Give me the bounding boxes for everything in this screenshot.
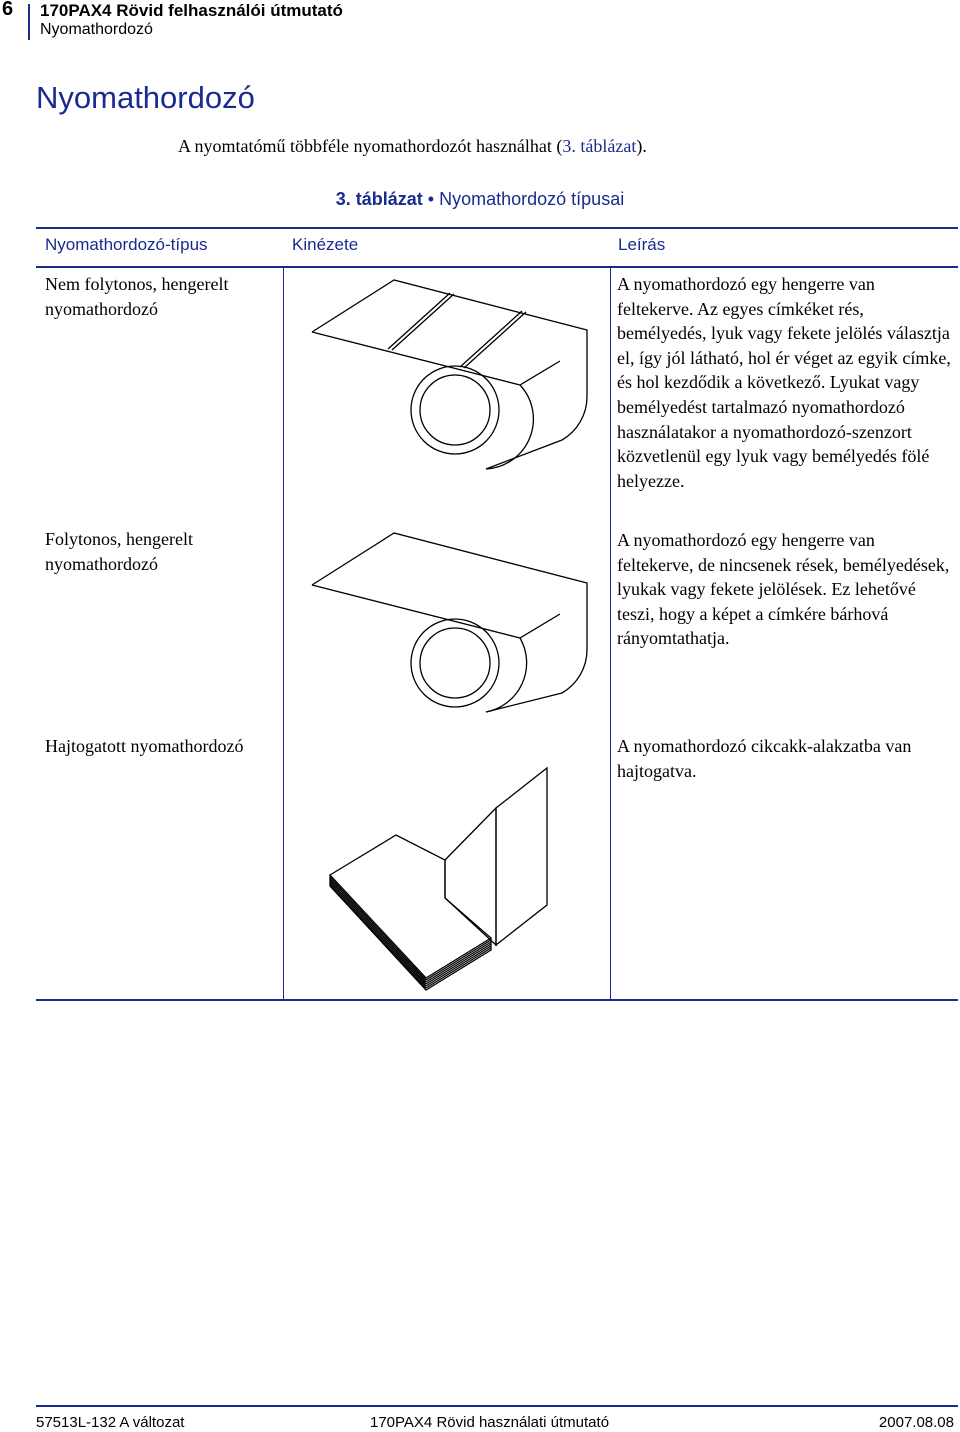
table-caption xyxy=(0,189,960,210)
intro-paragraph xyxy=(178,136,647,157)
table-caption-separator: • xyxy=(422,189,440,209)
header-divider xyxy=(28,4,30,40)
footer-date: 2007.08.08 xyxy=(878,1414,954,1431)
footer-doc-title: 170PAX4 Rövid használati útmutató xyxy=(370,1414,610,1431)
footer-rule xyxy=(36,1405,958,1407)
table-bottom-rule xyxy=(36,999,958,1001)
table-column-divider-1 xyxy=(283,268,284,999)
table-cell-type: Hajtogatott nyomathordozó xyxy=(45,736,244,756)
table-cell-type: Nem folytonos, hengerelt nyomathordozó xyxy=(45,274,229,319)
perforated-roll-icon xyxy=(300,272,600,482)
table-header-rule xyxy=(36,266,958,268)
intro-suffix: ). xyxy=(636,136,647,156)
table-top-rule xyxy=(36,227,958,229)
page-title: Nyomathordozó xyxy=(36,80,255,115)
header-section: Nyomathordozó xyxy=(40,21,153,38)
table-cell-description: A nyomathordozó egy hengerre van feltekerve, de nincsenek rések, bemélyedések, lyukak vagy fekete jelölések. Ez lehetővé teszi, hogy a képet a címkére bárhová rányomtathatja. xyxy=(617,530,950,649)
table-cell-type: Folytonos, hengerelt nyomathordozó xyxy=(45,529,193,574)
table-cell-description: A nyomathordozó egy hengerre van feltekerve. Az egyes címkéket rés, bemélyedés, lyuk vagy fekete jelölés választja el, így jól látható, hol ér véget az egyik címke, és hol kezdődik a következő. Lyukat vagy bemélyedést tartalmazó nyomathordozó használatakor a nyomathordozó-szenzort közvetlenül egy lyuk vagy bemélyedés fölé helyezze. xyxy=(617,274,951,491)
intro-prefix: A nyomtatómű többféle nyomathordozót használhat ( xyxy=(178,136,563,156)
table-reference-link[interactable]: 3. táblázat xyxy=(562,136,637,156)
column-header-description: Leírás xyxy=(618,235,666,254)
page-number: 6 xyxy=(2,0,14,20)
table-column-divider-2 xyxy=(610,268,611,999)
table-cell-description: A nyomathordozó cikcakk-alakzatba van hajtogatva. xyxy=(617,736,912,781)
column-header-appearance: Kinézete xyxy=(292,235,359,254)
footer-revision: 57513L-132 A változat xyxy=(36,1414,185,1431)
table-caption-number: 3. táblázat xyxy=(335,189,423,209)
column-header-type: Nyomathordozó-típus xyxy=(45,235,208,254)
continuous-roll-icon xyxy=(300,503,600,713)
table-caption-title: Nyomathordozó típusai xyxy=(439,189,625,209)
fanfold-stack-icon xyxy=(300,750,600,995)
document-title: 170PAX4 Rövid felhasználói útmutató xyxy=(40,1,343,20)
